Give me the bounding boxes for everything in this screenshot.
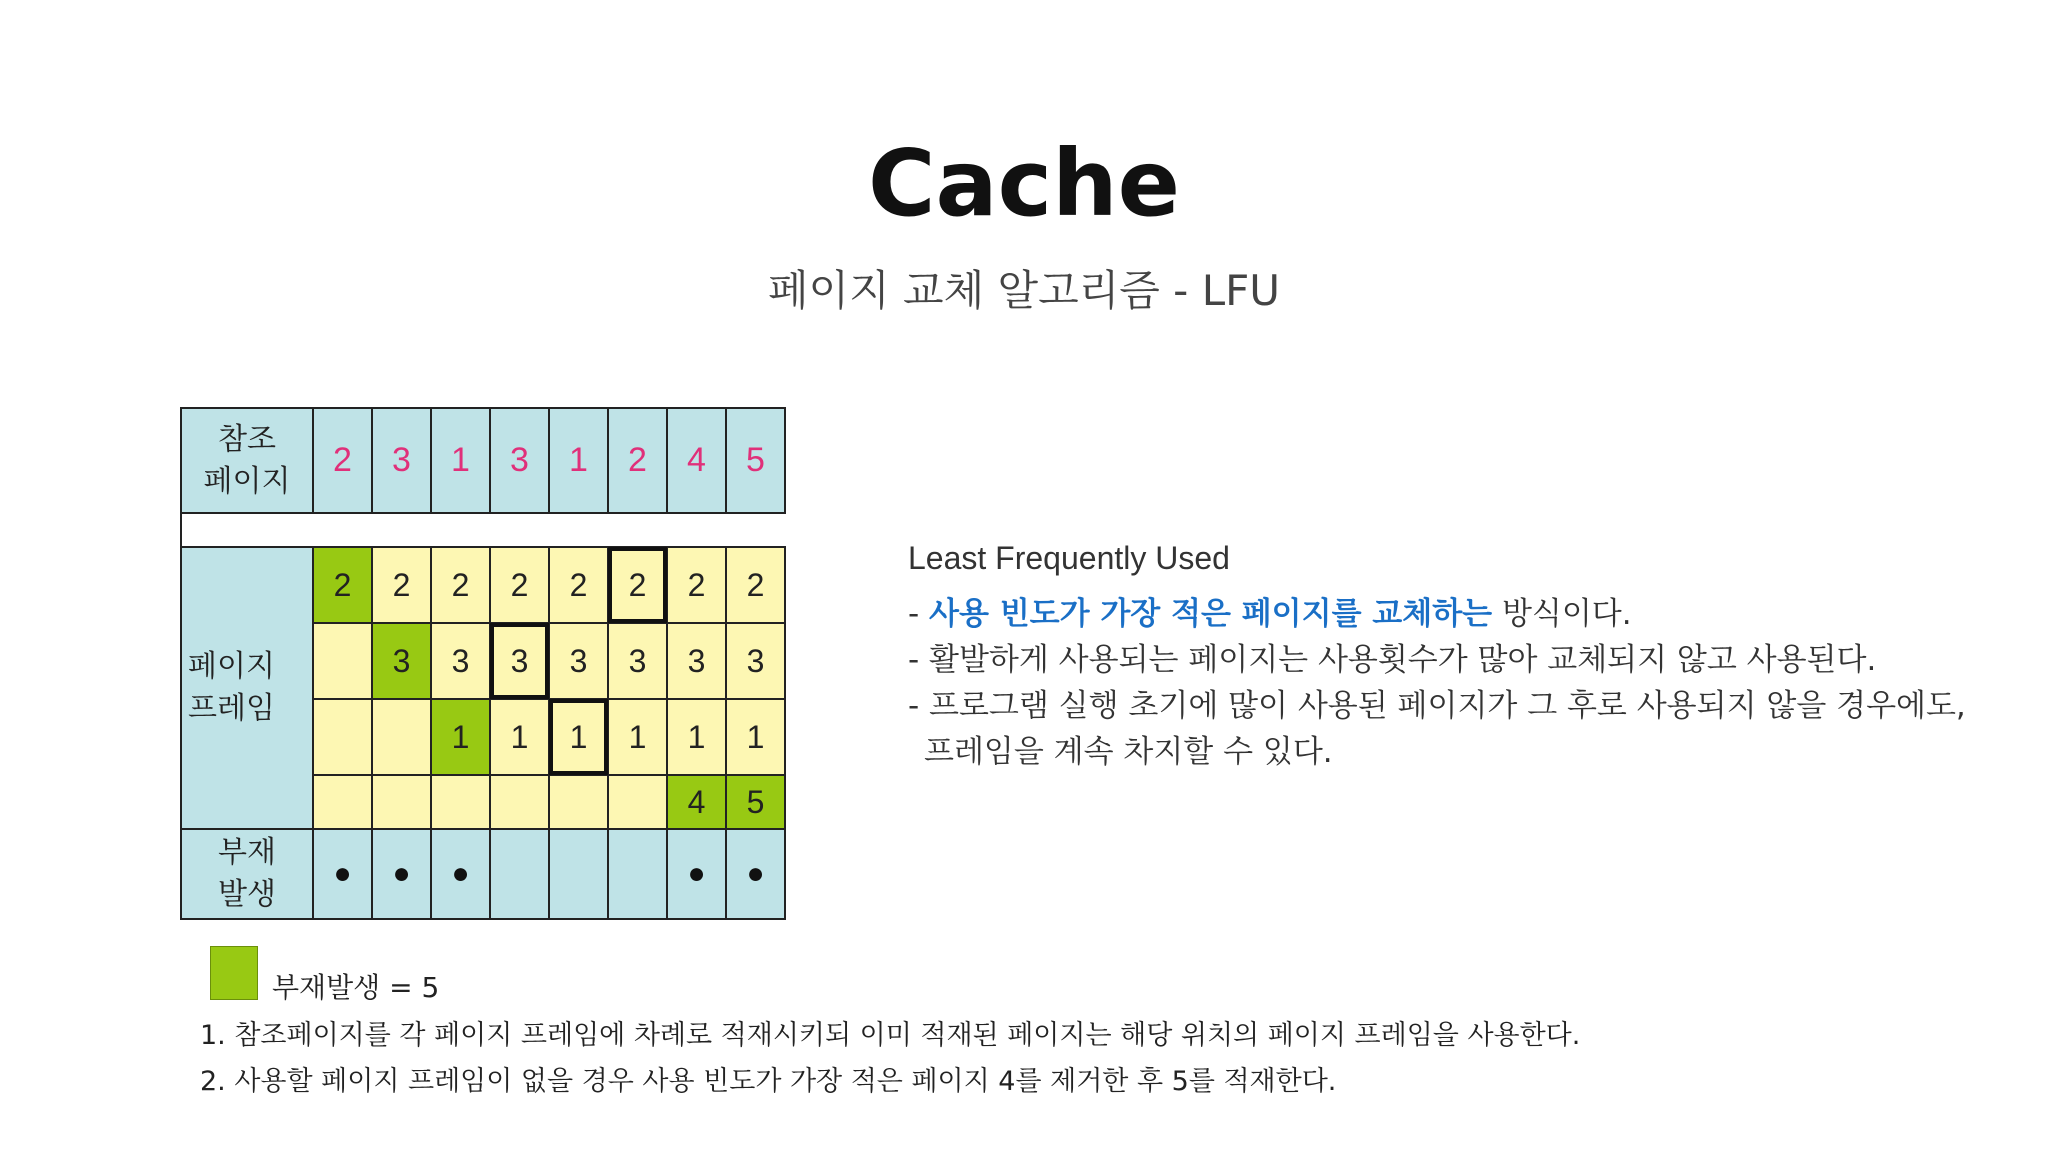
- frame-cell: 2: [490, 547, 549, 623]
- lfu-table: [180, 407, 786, 920]
- ref-cell: 2: [313, 408, 372, 513]
- description: [908, 540, 1966, 775]
- frame-cell: 1: [667, 699, 726, 775]
- frame-cell: 2: [431, 547, 490, 623]
- frame-cell: 1: [490, 699, 549, 775]
- frame-cell: [490, 775, 549, 829]
- frame-cell: 5: [726, 775, 785, 829]
- note-item: 2. 사용할 페이지 프레임이 없을 경우 사용 빈도가 가장 적은 페이지 4를 제거한 후 5를 적재한다.: [200, 1066, 1337, 1097]
- ref-cell: 5: [726, 408, 785, 513]
- ref-cell: 2: [608, 408, 667, 513]
- note-item: 1. 참조페이지를 각 페이지 프레임에 차례로 적재시키되 이미 적재된 페이지는 해당 위치의 페이지 프레임을 사용한다.: [200, 1020, 1581, 1051]
- frame-cell: [372, 699, 431, 775]
- fault-marker: [549, 829, 608, 919]
- fault-marker: [490, 829, 549, 919]
- page-frame-label: 페이지 프레임: [181, 547, 313, 829]
- frame-cell: 4: [667, 775, 726, 829]
- frame-cell: 3: [431, 623, 490, 699]
- frame-cell: 1: [549, 699, 608, 775]
- ref-cell: 4: [667, 408, 726, 513]
- ref-cell: 3: [490, 408, 549, 513]
- fault-marker: ●: [372, 829, 431, 919]
- frame-cell: 2: [608, 547, 667, 623]
- description-heading: Least Frequently Used: [908, 540, 1230, 576]
- frame-cell: 2: [372, 547, 431, 623]
- highlight-text: 사용 빈도가 가장 적은 페이지를 교체하는: [929, 596, 1493, 632]
- frame-cell: [549, 775, 608, 829]
- frame-cell: [313, 775, 372, 829]
- line-prefix: -: [908, 596, 930, 632]
- frame-cell: 2: [549, 547, 608, 623]
- frame-cell: 1: [431, 699, 490, 775]
- page-fault-label: 부재 발생: [181, 829, 313, 919]
- frame-cell: [431, 775, 490, 829]
- frame-cell: 3: [726, 623, 785, 699]
- frame-cell: 3: [490, 623, 549, 699]
- fault-marker: ●: [313, 829, 372, 919]
- fault-marker: ●: [726, 829, 785, 919]
- table-spacer: [181, 513, 785, 547]
- page-subtitle: 페이지 교체 알고리즘 - LFU: [767, 266, 1280, 315]
- frame-cell: 3: [549, 623, 608, 699]
- ref-cell: 3: [372, 408, 431, 513]
- fault-marker: ●: [667, 829, 726, 919]
- description-line: - 활발하게 사용되는 페이지는 사용횟수가 많아 교체되지 않고 사용된다.: [908, 642, 1877, 678]
- line-suffix: 방식이다.: [1492, 596, 1632, 632]
- frame-cell: [372, 775, 431, 829]
- frame-cell: 3: [608, 623, 667, 699]
- legend-swatch: [210, 946, 258, 1000]
- description-line: 프레임을 계속 차지할 수 있다.: [924, 734, 1333, 770]
- frame-cell: 3: [372, 623, 431, 699]
- frame-cell: [608, 775, 667, 829]
- fault-marker: [608, 829, 667, 919]
- frame-cell: [313, 699, 372, 775]
- ref-cell: 1: [431, 408, 490, 513]
- frame-cell: 2: [667, 547, 726, 623]
- ref-page-label: 참조 페이지: [181, 408, 313, 513]
- fault-marker: ●: [431, 829, 490, 919]
- page-title: Cache: [867, 130, 1181, 237]
- frame-cell: 2: [313, 547, 372, 623]
- frame-cell: 1: [726, 699, 785, 775]
- frame-cell: [313, 623, 372, 699]
- frame-cell: 2: [726, 547, 785, 623]
- frame-cell: 1: [608, 699, 667, 775]
- ref-cell: 1: [549, 408, 608, 513]
- notes: [200, 1013, 1580, 1105]
- legend-label: 부재발생 = 5: [272, 971, 440, 1004]
- frame-cell: 3: [667, 623, 726, 699]
- description-line: - 프로그램 실행 초기에 많이 사용된 페이지가 그 후로 사용되지 않을 경우에도,: [908, 688, 1966, 724]
- description-line: [908, 591, 1966, 637]
